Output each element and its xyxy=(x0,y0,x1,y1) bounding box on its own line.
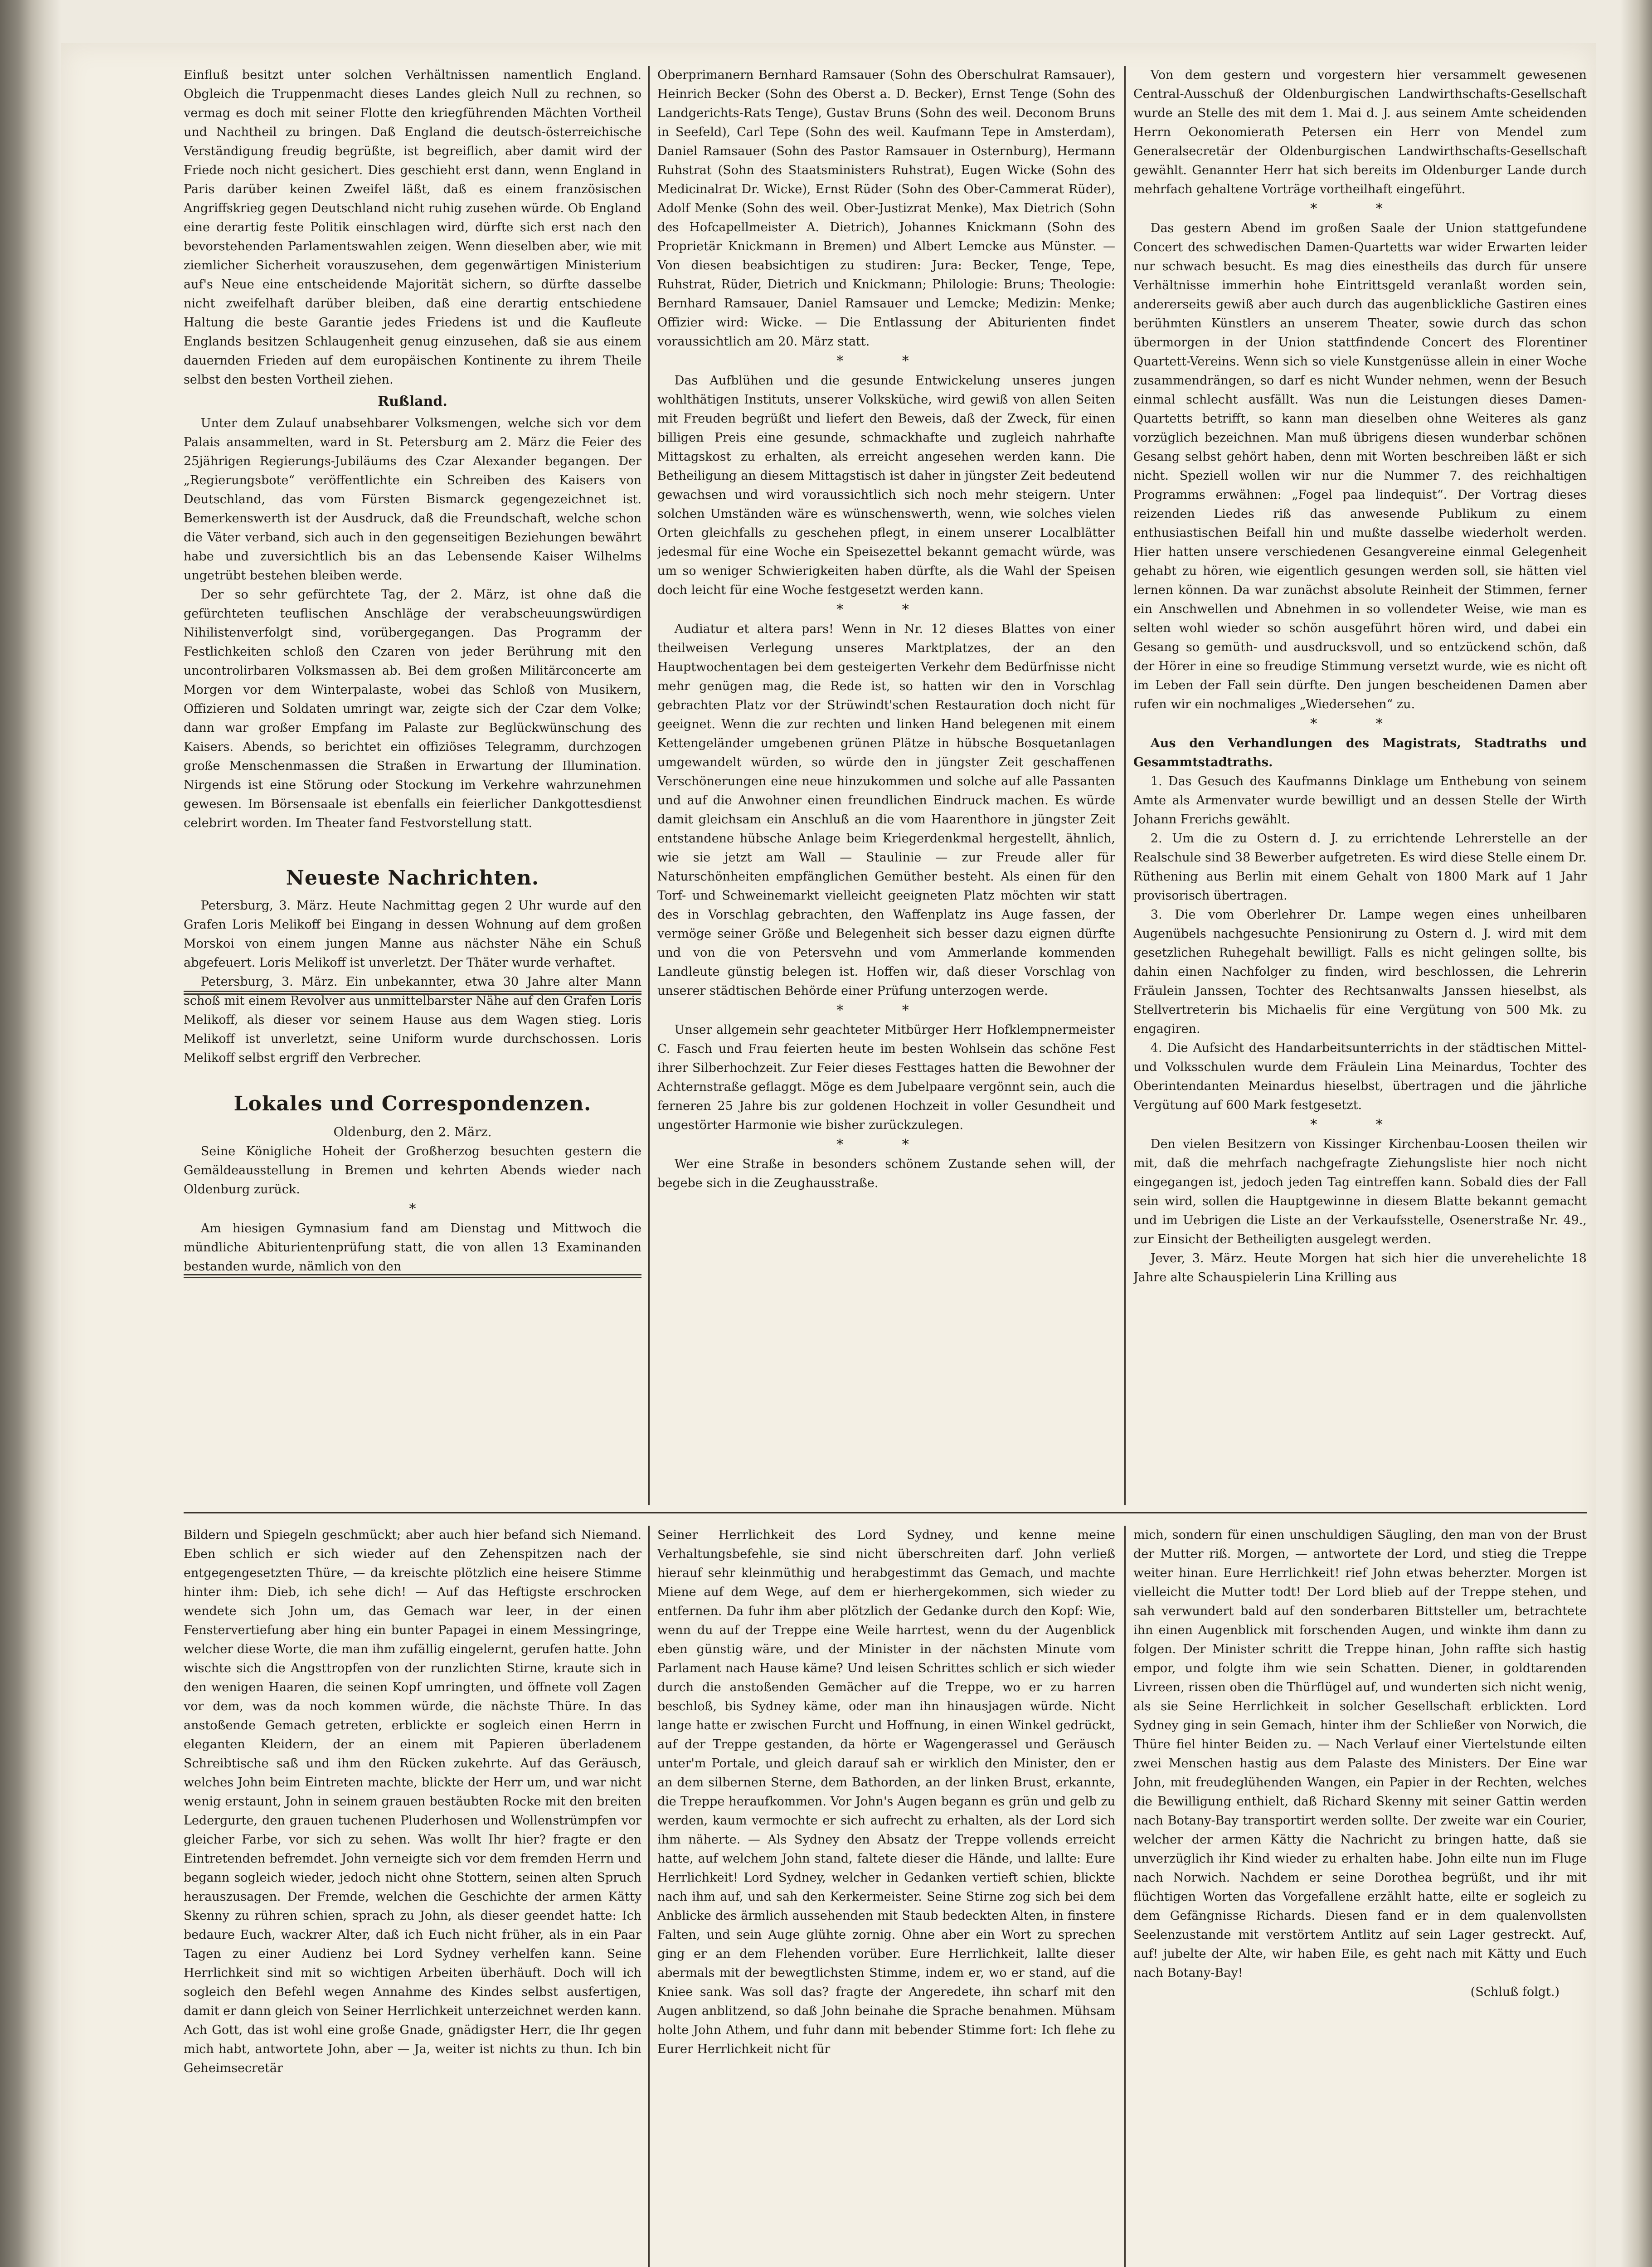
heading-neueste-nachrichten: Neueste Nachrichten. xyxy=(286,866,539,890)
book-binding-shadow xyxy=(0,0,61,2267)
paragraph-petersburg-1: Petersburg, 3. März. Heute Nachmittag gegen 2 Uhr wurde auf den Grafen Loris Melikoff bei Eingang in dessen Wohnung auf dem großen Morskoi von einem jungen Manne aus nächster Nähe ein Schuß abgefeuert. Loris Melikoff ist unverletzt. Der Thäter wurde verhaftet. xyxy=(184,899,641,970)
paragraph-marktplatz: Audiatur et altera pars! Wenn in Nr. 12 dieses Blattes von einer theilweisen Verlegung unseres Marktplatzes, der an den Hauptwochentagen bei dem gesteigerten Verkehr dem Bedürfnisse nicht mehr genügen mag, die Rede ist, so hatten wir den in Vorschlag gebrachten Platz vor der Strüwindt'schen Restauration doch nicht für geeignet. Wenn die zur rechten und linken Hand belegenen mit einem Kettengeländer umgebenen grünen Plätze in hübsche Bosquetanlagen umgewandelt würden, so würde den in jüngster Zeit geschaffenen Verschönerungen eine neue hinzukommen und solche auf alle Passanten und auf die Anwohner einen freundlichen Eindruck machen. Es würde damit gleichsam ein Anschluß an die vom Haarenthore in jüngster Zeit entstandene hübsche Anlage beim Kriegerdenkmal hergestellt, ähnlich, wie sie jetzt am Wall — Staulinie — zur Freude aller für Naturschönheiten empfänglichen Gemüther besteht. Als einen für den Torf- und Schweinemarkt vielleicht geeigneten Platz möchten wir statt des in Vorschlag gebrachten, den Waffenplatz ins Auge fassen, der vermöge seiner Größe und Belegenheit sich besser dazu eignen dürfte und von die von Petersvehn und vom Ammerlande kommenden Landleute günstig belegen ist. Hoffen wir, daß dieser Vorschlag von unserer städtischen Behörde einer Prüfung unterzogen werde. xyxy=(657,622,1115,998)
paragraph-damen-quartett: Das gestern Abend im großen Saale der Union stattgefundene Concert des schwedischen Damen-Quartetts war wider Erwarten leider nur schwach besucht. Es mag dies einestheils das durch für unsere Verhältnisse immerhin hohe Eintrittsgeld veranlaßt worden sein, andererseits gewiß aber auch durch das augenblickliche Gastiren eines berühmten Künstlers an unserem Theater, sowie durch das schon übermorgen in der Union stattfindende Concert des Florentiner Quartett-Vereins. Wenn sich so viele Kunstgenüsse allein in einer Woche zusammendrängen, so darf es nicht Wunder nehmen, wenn der Besuch einmal schlecht ausfällt. Was nun die Leistungen dieses Damen-Quartetts betrifft, so kann man dieselben ohne Weiteres als ganz vorzüglich bezeichnen. Man muß übrigens diesen wunderbar schönen Gesang selbst gehört haben, denn mit Worten beschreiben läßt er sich nicht. Speziell wollen wir nur die Nummer 7. des reichhaltigen Programms erwähnen: „Fogel paa lindequist“. Der Vortrag dieses reizenden Liedes riß das anwesende Publikum zu einem enthusiastischen Beifall hin und mußte dasselbe wiederholt werden. Hier hatten unsere verschiedenen Gesangvereine einmal Gelegenheit gehabt zu hören, wie eigentlich gesungen werden soll, sie hätten viel lernen können. Da war zunächst absolute Reinheit der Stimmen, ferner ein Anschwellen und Abnehmen in so vollendeter Weise, wie man es selten wohl wieder so schön ausgeführt hören wird, und dabei ein Gesang so gemüth- und ausdrucksvoll, und so entzückend schön, daß der Hörer in eine so freudige Stimmung versetzt wurde, wie es nicht oft im Leben der Fall sein dürfte. Den jungen bescheidenen Damen aber rufen wir ein nochmaliges „Wiedersehen“ zu. xyxy=(1133,221,1587,711)
paragraph-kissinger: Den vielen Besitzern von Kissinger Kirchenbau-Loosen theilen wir mit, daß die mehrfach nachgefragte Ziehungsliste hier noch nicht eingegangen ist, jedoch jeden Tag eintreffen kann. Sobald dies der Fall sein wird, sollen die Hauptgewinne in diesem Blatte bekannt gemacht und im Uebrigen die Liste an der Verkaufsstelle, Osenerstraße Nr. 49., zur Einsicht der Betheiligten ausgelegt werden. xyxy=(1133,1137,1587,1246)
schluss-folgt: (Schluß folgt.) xyxy=(1470,1985,1560,1999)
paragraph-magistrat-1: 1. Das Gesuch des Kaufmanns Dinklage um Enthebung von seinem Amte als Armenvater wurde bewilligt und an dessen Stelle der Wirth Johann Frerichs gewählt. xyxy=(1133,774,1587,827)
paragraph-magistrat-3: 3. Die vom Oberlehrer Dr. Lampe wegen eines unheilbaren Augenübels nachgesuchte Pensionirung zu Ostern d. J. wird mit dem gesetzlichen Ruhegehalt bewilligt. Falls es nicht gelingen sollte, bis dahin einen Nachfolger zu finden, wird beschlossen, die Lehrerin Fräulein Janssen, Tochter des Rechtsanwalts Janssen hieselbst, als Stellvertreterin bis Michaelis für eine Vergütung von 500 Mk. zu engagiren. xyxy=(1133,908,1587,1036)
paragraph-generalsecretaer: Von dem gestern und vorgestern hier versammelt gewesenen Central-Ausschuß der Oldenburgischen Landwirthschafts-Gesellschaft wurde an Stelle des mit dem 1. Mai d. J. aus seinem Amte scheidenden Herrn Oekonomierath Petersen ein Herr von Mendel zum Generalsecretär der Oldenburgischen Landwirthschafts-Gesellschaft gewählt. Genannter Herr hat sich bereits im Oldenburger Lande durch mehrfach gehaltene Vorträge vortheilhaft eingeführt. xyxy=(1133,68,1587,196)
heading-russland: Rußland. xyxy=(378,394,447,409)
feuilleton-column-1 xyxy=(184,1526,641,2267)
paragraph-volkskueche: Das Aufblühen und die gesunde Entwickelung unseres jungen wohlthätigen Instituts, unserer Volksküche, wird gewiß von allen Seiten mit Freuden begrüßt und liefert den Beweis, daß der Zweck, für einen billigen Preis eine gesunde, schmackhafte und zugleich nahrhafte Mittagskost zu erhalten, als erreicht angesehen werden kann. Die Betheiligung an diesem Mittagstisch ist daher in jüngster Zeit bedeutend gewachsen und wird voraussichtlich sich noch mehr steigern. Unter solchen Umständen wäre es wünschenswerth, wenn, wie solches vielen Orten gleichfalls zu geschehen pflegt, in einem unserer Localblätter jedesmal für eine Woche ein Speisezettel bekannt gemacht würde, was um so weniger Schwierigkeiten haben dürfte, als die Wahl der Speisen doch leicht für eine Woche festgesetzt werden kann. xyxy=(657,374,1115,597)
heading-lokales: Lokales und Correspondenzen. xyxy=(233,1092,592,1115)
paragraph-silberhochzeit: Unser allgemein sehr geachteter Mitbürger Herr Hofklempnermeister C. Fasch und Frau feierten heute im besten Wohlsein das schöne Fest ihrer Silberhochzeit. Zur Feier dieses Festtages hatten die Bewohner der Achternstraße geflaggt. Möge es dem Jubelpaare vergönnt sein, auch die ferneren 25 Jahre bis zur goldenen Hochzeit in voller Gesundheit und ungestörter Harmonie wie bisher zurückzulegen. xyxy=(657,1023,1115,1132)
paragraph-jubilaeum: Unter dem Zulauf unabsehbarer Volksmengen, welche sich vor dem Palais ansammelten, ward in St. Petersburg am 2. März die Feier des 25jährigen Regierungs-Jubiläums des Czar Alexander begangen. Der „Regierungsbote“ veröffentlichte ein Schreiben des Kaisers von Deutschland, das vom Fürsten Bismarck gegengezeichnet ist. Bemerkenswerth ist der Ausdruck, daß die Freundschaft, welche schon die Väter verband, sich auch in den gegenseitigen Beziehungen bewährt habe und zuversichtlich bis an das Lebensende Kaiser Wilhelms ungetrübt bestehen bleiben werde. xyxy=(184,416,641,583)
column-rule xyxy=(648,66,650,1505)
feuilleton-text-1: Bildern und Spiegeln geschmückt; aber auch hier befand sich Niemand. Eben schlich er sich wieder auf den Zehenspitzen nach der entgegengesetzten Thüre, — da kreischte plötzlich eine heisere Stimme hinter ihm: Dieb, ich sehe dich! — Auf das Heftigste erschrocken wendete sich John um, das Gemach war leer, in der einen Fenstervertiefung aber hing ein bunter Papagei in einem Messingringe, welcher diese Worte, die man ihm zufällig eingelernt, gerufen hatte. John wischte sich die Angsttropfen von der runzlichten Stirne, kraute sich in den wenigen Haaren, die seinen Kopf umringten, und öffnete voll Zagen vor dem, was da noch kommen würde, die nächste Thüre. In das anstoßende Gemach getreten, erblickte er sogleich einen Herrn in eleganten Kleidern, der an einem mit Papieren überladenem Schreibtische saß und ihm den Rücken zukehrte. Auf das Geräusch, welches John beim Eintreten machte, blickte der Herr um, und war nicht wenig erstaunt, John in seinem grauen bestäubten Rocke mit den breiten Ledergurte, den grauen tuchenen Pluderhosen und Wollenstrümpfen vor gleicher Farbe, vor sich zu sehen. Was wollt Ihr hier? fragte er den Eintretenden befremdet. John verneigte sich vor dem fremden Herrn und begann sogleich wieder, jedoch nicht ohne Stottern, seinen alten Spruch herauszusagen. Der Fremde, welchen die Geschichte der armen Kätty Skenny zu rühren schien, sprach zu John, als dieser geendet hatte: Ich bedaure Euch, wackrer Alter, daß ich Euch nicht früher, als in ein Paar Tagen zu einer Audienz bei Lord Sydney verhelfen kann. Seine Herrlichkeit sind mit so wichtigen Arbeiten überhäuft. Doch will ich sogleich den Befehl wegen Annahme des Kindes selbst ausfertigen, damit er dann gleich von Seiner Herrlichkeit unterzeichnet werden kann. Ach Gott, das ist wohl eine große Gnade, gnädigster Herr, die Ihr gegen mich habt, antwortete John, aber — Ja, weiter ist nichts zu thun. Ich bin Geheimsecretär xyxy=(184,1528,641,2075)
column-1 xyxy=(184,66,641,1505)
column-2 xyxy=(657,66,1115,1505)
separator-stars: * * xyxy=(836,602,936,618)
separator-stars: * * xyxy=(836,1002,936,1018)
separator-star: * xyxy=(409,1201,416,1217)
column-rule xyxy=(1124,1526,1126,2267)
paragraph-england: Einfluß besitzt unter solchen Verhältnissen namentlich England. Obgleich die Truppenmacht dieses Landes gleich Null zu rechnen, so vermag es doch mit seiner Flotte den kriegführenden Mächten Vortheil und Nachtheil zu bringen. Daß England die deutsch-österreichische Verständigung freudig begrüßte, ist begreiflich, aber damit wird der Friede noch nicht gesichert. Dies geschieht erst dann, wenn England in Paris darüber keinen Zweifel läßt, daß es einem französischen Angriffskrieg gegen Deutschland nicht ruhig zusehen würde. Ob England eine derartig feste Politik einschlagen wird, dürfte sich erst nach den bevorstehenden Parlamentswahlen zeigen. Wenn dieselben aber, wie mit ziemlicher Sicherheit vorauszusehen, dem gegenwärtigen Ministerium auf's Neue eine entscheidende Majorität sichern, so dürfte dasselbe nicht zweifelhaft darüber bleiben, daß eine derartig entschiedene Haltung die beste Garantie jedes Friedens ist und die Kaufleute Englands besitzen Schlaugenheit genug einzusehen, daß sie aus einem dauernden Frieden auf dem europäischen Kontinente zu ihrem Theile selbst den besten Vortheil ziehen. xyxy=(184,68,641,387)
column-3 xyxy=(1133,66,1587,1505)
separator-stars: * * xyxy=(836,1137,936,1153)
paragraph-zeughausstrasse: Wer eine Straße in besonders schönem Zustande sehen will, der begebe sich in die Zeughausstraße. xyxy=(657,1157,1115,1190)
paragraph-magistrat-4: 4. Die Aufsicht des Handarbeitsunterrichts in der städtischen Mittel- und Volksschulen wurde dem Fräulein Lina Meinardus, Tochter des Oberintendanten Meinardus hieselbst, übertragen und die jährliche Vergütung auf 600 Mark festgesetzt. xyxy=(1133,1041,1587,1112)
paragraph-abiturienten: Oberprimanern Bernhard Ramsauer (Sohn des Oberschulrat Ramsauer), Heinrich Becker (Sohn des Oberst a. D. Becker), Ernst Tenge (Sohn des Landgerichts-Rats Tenge), Gustav Bruns (Sohn des weil. Deconom Bruns in Seefeld), Carl Tepe (Sohn des weil. Kaufmann Tepe in Amsterdam), Daniel Ramsauer (Sohn des Pastor Ramsauer in Osternburg), Hermann Ruhstrat (Sohn des Staatsministers Ruhstrat), Eugen Wicke (Sohn des Medicinalrat Dr. Wicke), Ernst Rüder (Sohn des Ober-Cammerat Rüder), Adolf Menke (Sohn des weil. Ober-Justizrat Menke), Max Dietrich (Sohn des Hofcapellmeister A. Dietrich), Johannes Knickmann (Sohn des Proprietär Knickmann in Bremen) und Albert Lemcke aus Münster. — Von diesen beabsichtigen zu studiren: Jura: Becker, Tenge, Tepe, Ruhstrat, Rüder, Dietrich und Knickmann; Philologie: Bruns; Theologie: Bernhard Ramsauer, Daniel Ramsauer und Lemcke; Medizin: Menke; Offizier wird: Wicke. — Die Entlassung der Abiturienten findet voraussichtlich am 20. März statt. xyxy=(657,68,1115,349)
feuilleton-column-2 xyxy=(657,1526,1115,2267)
separator-stars: * * xyxy=(1310,201,1410,217)
paragraph-grossherzog: Seine Königliche Hoheit der Großherzog besuchten gestern die Gemäldeausstellung in Bremen und kehrten Abends wieder nach Oldenburg zurück. xyxy=(184,1144,641,1197)
heading-magistrat: Aus den Verhandlungen des Magistrats, Stadtraths und Gesammtstadtraths. xyxy=(1133,736,1587,769)
section-rule xyxy=(184,1274,641,1278)
paragraph-gefuerchteter-tag: Der so sehr gefürchtete Tag, der 2. März, ist ohne daß die gefürchteten teuflischen Anschläge der verabscheuungswürdigen Nihilistenverfolgt sind, vorübergegangen. Das Programm der Festlichkeiten schloß den Czaren von jeder Berührung mit den uncontrolirbaren Volksmassen ab. Bei dem großen Militärconcerte am Morgen vor dem Winterpalaste, wobei das Schloß von Musikern, Offizieren und Soldaten umringt war, zeigte sich der Czar dem Volke; dann war großer Empfang im Palaste zur Beglückwünschung des Kaisers. Abends, so berichtet ein offiziöses Telegramm, durchzogen große Menschenmassen die Straßen in Erwartung der Illumination. Nirgends ist eine Störung oder Stockung im Verkehre wahrzunehmen gewesen. Im Börsensaale ist ebenfalls ein feierlicher Dankgottesdienst celebrirt worden. Im Theater fand Festvorstellung statt. xyxy=(184,588,641,830)
newspaper-page xyxy=(61,43,1596,2267)
dateline-oldenburg: Oldenburg, den 2. März. xyxy=(333,1124,492,1139)
separator-stars: * * xyxy=(1310,1117,1410,1133)
column-rule xyxy=(648,1526,650,2267)
feuilleton-text-2: Seiner Herrlichkeit des Lord Sydney, und kenne meine Verhaltungsbefehle, sie sind nicht überschreiten darf. John verließ hierauf sehr kleinmüthig und herabgestimmt das Gemach, und machte Miene auf dem Wege, auf dem er hierhergekommen, sich wieder zu entfernen. Da fuhr ihm aber plötzlich der Gedanke durch den Kopf: Wie, wenn du auf der Treppe eine Weile harrtest, wenn du der Augenblick eben günstig wäre, und der Minister in der nächsten Minute vom Parlament nach Hause käme? Und leisen Schrittes schlich er sich wieder durch die anstoßenden Gemächer auf die Treppe, wo er zu harren beschloß, bis Sydney käme, oder man ihn hinausjagen würde. Nicht lange hatte er zwischen Furcht und Hoffnung, in einen Winkel gedrückt, auf der Treppe gestanden, da hörte er Wagengerassel und Geräusch unter'm Portale, und gleich darauf sah er wirklich den Minister, den er an dem silbernen Sterne, dem Bathorden, an der linken Brust, erkannte, die Treppe heraufkommen. Vor John's Augen begann es grün und gelb zu werden, kaum vermochte er sich aufrecht zu erhalten, als der Lord sich ihm näherte. — Als Sydney den Absatz der Treppe vollends erreicht hatte, auf welchem John stand, faltete dieser die Hände, und lallte: Eure Herrlichkeit! Lord Sydney, welcher in Gedanken vertieft schien, blickte nach ihm auf, und sah den Kerkermeister. Seine Stirne zog sich bei dem Anblicke des ärmlich aussehenden mit Staub bedeckten Alten, in finstere Falten, und sein Auge glühte zornig. Ohne aber ein Wort zu sprechen ging er an dem Flehenden vorüber. Eure Herrlichkeit, lallte dieser abermals mit der bewegtlichsten Stimme, indem er, wo er stand, auf die Kniee sank. Was soll das? fragte der Angeredete, ihn scharf mit den Augen anblitzend, so daß John beinahe die Sprache benahmen. Mühsam holte John Athem, und fuhr dann mit bebender Stimme fort: Ich flehe zu Eurer Herrlichkeit nicht für xyxy=(657,1528,1115,2056)
paragraph-gymnasium: Am hiesigen Gymnasium fand am Dienstag und Mittwoch die mündliche Abiturientenprüfung statt, die von allen 13 Examinanden bestanden wurde, nämlich von den xyxy=(184,1221,641,1274)
feuilleton-rule xyxy=(184,1512,1587,1513)
paragraph-jever: Jever, 3. März. Heute Morgen hat sich hier die unverehelichte 18 Jahre alte Schauspielerin Lina Krilling aus xyxy=(1133,1251,1587,1284)
paragraph-magistrat-2: 2. Um die zu Ostern d. J. zu errichtende Lehrerstelle an der Realschule sind 38 Bewerber aufgetreten. Es wird diese Stelle einem Dr. Rüthening aus Berlin mit einem Gehalt von 1800 Mark auf 1 Jahr provisorisch übertragen. xyxy=(1133,832,1587,903)
feuilleton-column-3 xyxy=(1133,1526,1587,2267)
column-rule xyxy=(1124,66,1126,1505)
paragraph-petersburg-2: Petersburg, 3. März. Ein unbekannter, etwa 30 Jahre alter Mann schoß mit einem Revolver aus unmittelbarster Nähe auf den Grafen Loris Melikoff, als dieser vor seinem Hause aus dem Wagen stieg. Loris Melikoff ist unverletzt, seine Uniform wurde durchschossen. Loris Melikoff selbst ergriff den Verbrecher. xyxy=(184,975,641,1065)
separator-stars: * * xyxy=(836,353,936,369)
section-rule xyxy=(184,991,641,995)
page-edge-shadow xyxy=(1620,0,1652,2267)
separator-stars: * * xyxy=(1310,716,1410,732)
feuilleton-text-3: mich, sondern für einen unschuldigen Säugling, den man von der Brust der Mutter riß. Morgen, — antwortete der Lord, und stieg die Treppe weiter hinan. Eure Herrlichkeit! rief John etwas beherzter. Morgen ist vielleicht die Mutter todt! Der Lord blieb auf der Treppe stehen, und sah verwundert bald auf den sonderbaren Bittsteller um, betrachtete ihn einen Augenblick mit forschenden Augen, und winkte ihm dann zu folgen. Der Minister schritt die Treppe hinan, John raffte sich hastig empor, und folgte ihm wie sein Schatten. Diener, in goldtarenden Livreen, rissen oben die Thürflügel auf, und wunderten sich nicht wenig, als sie Seine Herrlichkeit in solcher Gesellschaft erblickten. Lord Sydney ging in sein Gemach, hinter ihm der Schließer von Norwich, die Thüre fiel hinter Beiden zu. — Nach Verlauf einer Viertelstunde eilten zwei Menschen hastig aus dem Palaste des Ministers. Der Eine war John, mit freudeglühenden Wangen, ein Papier in der Rechten, welches die Bewilligung enthielt, daß Richard Skenny mit seiner Gattin werden nach Botany-Bay transportirt werden sollte. Der zweite war ein Courier, welcher der armen Kätty die Nachricht zu bringen hatte, daß sie unverzüglich ihr Kind wieder zu erhalten habe. John eilte nun im Fluge nach Norwich. Nachdem er seine Dorothea begrüßt, und ihr mit flüchtigen Worten das Vorgefallene erzählt hatte, eilte er sogleich zu dem Gefängnisse Richards. Diesen fand er in dem qualenvollsten Seelenzustande mit verstörtem Antlitz auf sein Lager gestreckt. Auf, auf! jubelte der Alte, wir haben Eile, es geht nach mit Kätty und Euch nach Botany-Bay! xyxy=(1133,1528,1587,1980)
